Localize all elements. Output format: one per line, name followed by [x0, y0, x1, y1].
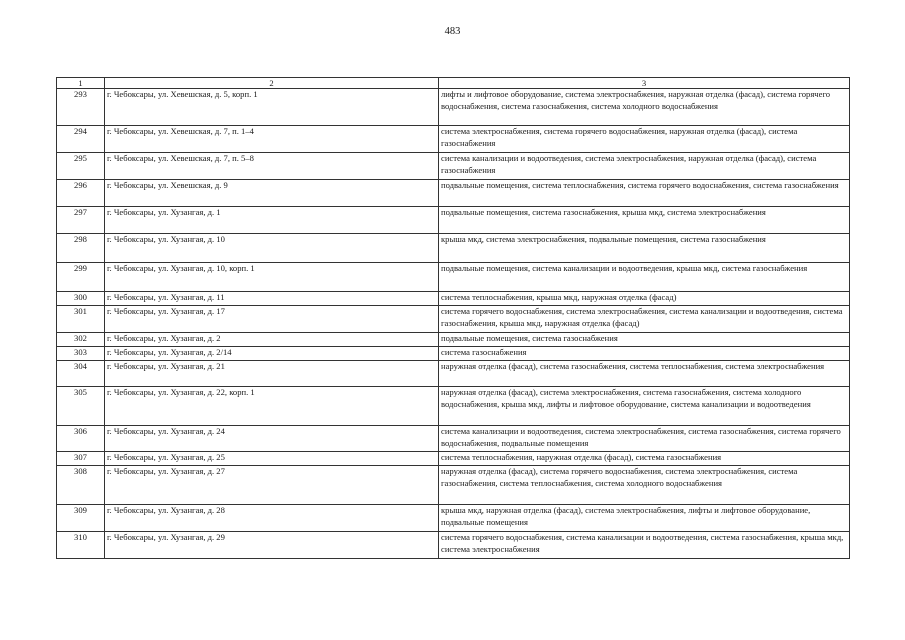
table-row [57, 387, 850, 426]
table-row [57, 426, 850, 452]
row-number-cell: 294 [57, 126, 105, 153]
table-body [57, 89, 850, 559]
works-cell: система газоснабжения [439, 347, 850, 361]
column-header-address: 2 [105, 78, 439, 89]
works-cell: система горячего водоснабжения, система электроснабжения, система канализации и водоотведения, система газоснабжения, крыша мкд, наружная отделка (фасад) [439, 306, 850, 333]
address-cell: г. Чебоксары, ул. Хузангая, д. 24 [105, 426, 439, 452]
works-cell: система горячего водоснабжения, система канализации и водоотведения, система газоснабжения, крыша мкд, система электроснабжения [439, 532, 850, 559]
table-row [57, 126, 850, 153]
row-number-cell: 301 [57, 306, 105, 333]
address-cell: г. Чебоксары, ул. Хевешская, д. 7, п. 5–8 [105, 153, 439, 180]
table-row [57, 306, 850, 333]
address-cell: г. Чебоксары, ул. Хузангая, д. 11 [105, 292, 439, 306]
row-number-cell: 304 [57, 361, 105, 387]
row-number-cell: 302 [57, 333, 105, 347]
table-row [57, 333, 850, 347]
works-cell: подвальные помещения, система теплоснабжения, система горячего водоснабжения, система газоснабжения [439, 180, 850, 207]
table-row [57, 466, 850, 505]
table-row [57, 361, 850, 387]
column-header-number: 1 [57, 78, 105, 89]
row-number-cell: 300 [57, 292, 105, 306]
table-row [57, 452, 850, 466]
row-number-cell: 299 [57, 263, 105, 292]
address-cell: г. Чебоксары, ул. Хевешская, д. 5, корп. 1 [105, 89, 439, 126]
address-cell: г. Чебоксары, ул. Хузангая, д. 29 [105, 532, 439, 559]
address-cell: г. Чебоксары, ул. Хузангая, д. 10, корп. 1 [105, 263, 439, 292]
works-cell: подвальные помещения, система канализации и водоотведения, крыша мкд, система газоснабжения [439, 263, 850, 292]
works-cell: подвальные помещения, система газоснабжения, крыша мкд, система электроснабжения [439, 207, 850, 234]
address-cell: г. Чебоксары, ул. Хузангая, д. 10 [105, 234, 439, 263]
table-row [57, 207, 850, 234]
address-cell: г. Чебоксары, ул. Хузангая, д. 22, корп. 1 [105, 387, 439, 426]
address-cell: г. Чебоксары, ул. Хузангая, д. 25 [105, 452, 439, 466]
address-cell: г. Чебоксары, ул. Хузангая, д. 21 [105, 361, 439, 387]
works-cell: система теплоснабжения, наружная отделка (фасад), система газоснабжения [439, 452, 850, 466]
address-cell: г. Чебоксары, ул. Хузангая, д. 27 [105, 466, 439, 505]
works-cell: система канализации и водоотведения, система электроснабжения, система газоснабжения, система горячего водоснабжения, подвальные помещения [439, 426, 850, 452]
works-cell: система электроснабжения, система горячего водоснабжения, наружная отделка (фасад), система газоснабжения [439, 126, 850, 153]
table-row [57, 153, 850, 180]
works-cell: крыша мкд, система электроснабжения, подвальные помещения, система газоснабжения [439, 234, 850, 263]
column-header-works: 3 [439, 78, 850, 89]
table-row [57, 347, 850, 361]
row-number-cell: 305 [57, 387, 105, 426]
table-row [57, 292, 850, 306]
works-cell: система теплоснабжения, крыша мкд, наружная отделка (фасад) [439, 292, 850, 306]
header-row [57, 78, 850, 89]
row-number-cell: 297 [57, 207, 105, 234]
address-cell: г. Чебоксары, ул. Хевешская, д. 9 [105, 180, 439, 207]
row-number-cell: 308 [57, 466, 105, 505]
row-number-cell: 310 [57, 532, 105, 559]
table-row [57, 263, 850, 292]
works-cell: крыша мкд, наружная отделка (фасад), система электроснабжения, лифты и лифтовое оборудование, подвальные помещения [439, 505, 850, 532]
works-cell: лифты и лифтовое оборудование, система электроснабжения, наружная отделка (фасад), система горячего водоснабжения, система газоснабжения, система холодного водоснабжения [439, 89, 850, 126]
address-cell: г. Чебоксары, ул. Хузангая, д. 17 [105, 306, 439, 333]
works-table [56, 77, 850, 559]
address-cell: г. Чебоксары, ул. Хузангая, д. 28 [105, 505, 439, 532]
row-number-cell: 295 [57, 153, 105, 180]
row-number-cell: 303 [57, 347, 105, 361]
page-number: 483 [444, 26, 461, 37]
table-header [57, 78, 850, 89]
works-cell: подвальные помещения, система газоснабжения [439, 333, 850, 347]
works-cell: система канализации и водоотведения, система электроснабжения, наружная отделка (фасад), система газоснабжения [439, 153, 850, 180]
table-row [57, 505, 850, 532]
table-row [57, 532, 850, 559]
row-number-cell: 296 [57, 180, 105, 207]
address-cell: г. Чебоксары, ул. Хевешская, д. 7, п. 1–4 [105, 126, 439, 153]
table-row [57, 234, 850, 263]
works-cell: наружная отделка (фасад), система электроснабжения, система газоснабжения, система холодного водоснабжения, крыша мкд, лифты и лифтовое оборудование, система канализации и водоотведения [439, 387, 850, 426]
row-number-cell: 298 [57, 234, 105, 263]
row-number-cell: 306 [57, 426, 105, 452]
address-cell: г. Чебоксары, ул. Хузангая, д. 2/14 [105, 347, 439, 361]
address-cell: г. Чебоксары, ул. Хузангая, д. 2 [105, 333, 439, 347]
row-number-cell: 307 [57, 452, 105, 466]
address-cell: г. Чебоксары, ул. Хузангая, д. 1 [105, 207, 439, 234]
works-cell: наружная отделка (фасад), система горячего водоснабжения, система электроснабжения, система газоснабжения, система теплоснабжения, система холодного водоснабжения [439, 466, 850, 505]
row-number-cell: 309 [57, 505, 105, 532]
row-number-cell: 293 [57, 89, 105, 126]
table-row [57, 180, 850, 207]
works-cell: наружная отделка (фасад), система газоснабжения, система теплоснабжения, система электроснабжения [439, 361, 850, 387]
table-row [57, 89, 850, 126]
